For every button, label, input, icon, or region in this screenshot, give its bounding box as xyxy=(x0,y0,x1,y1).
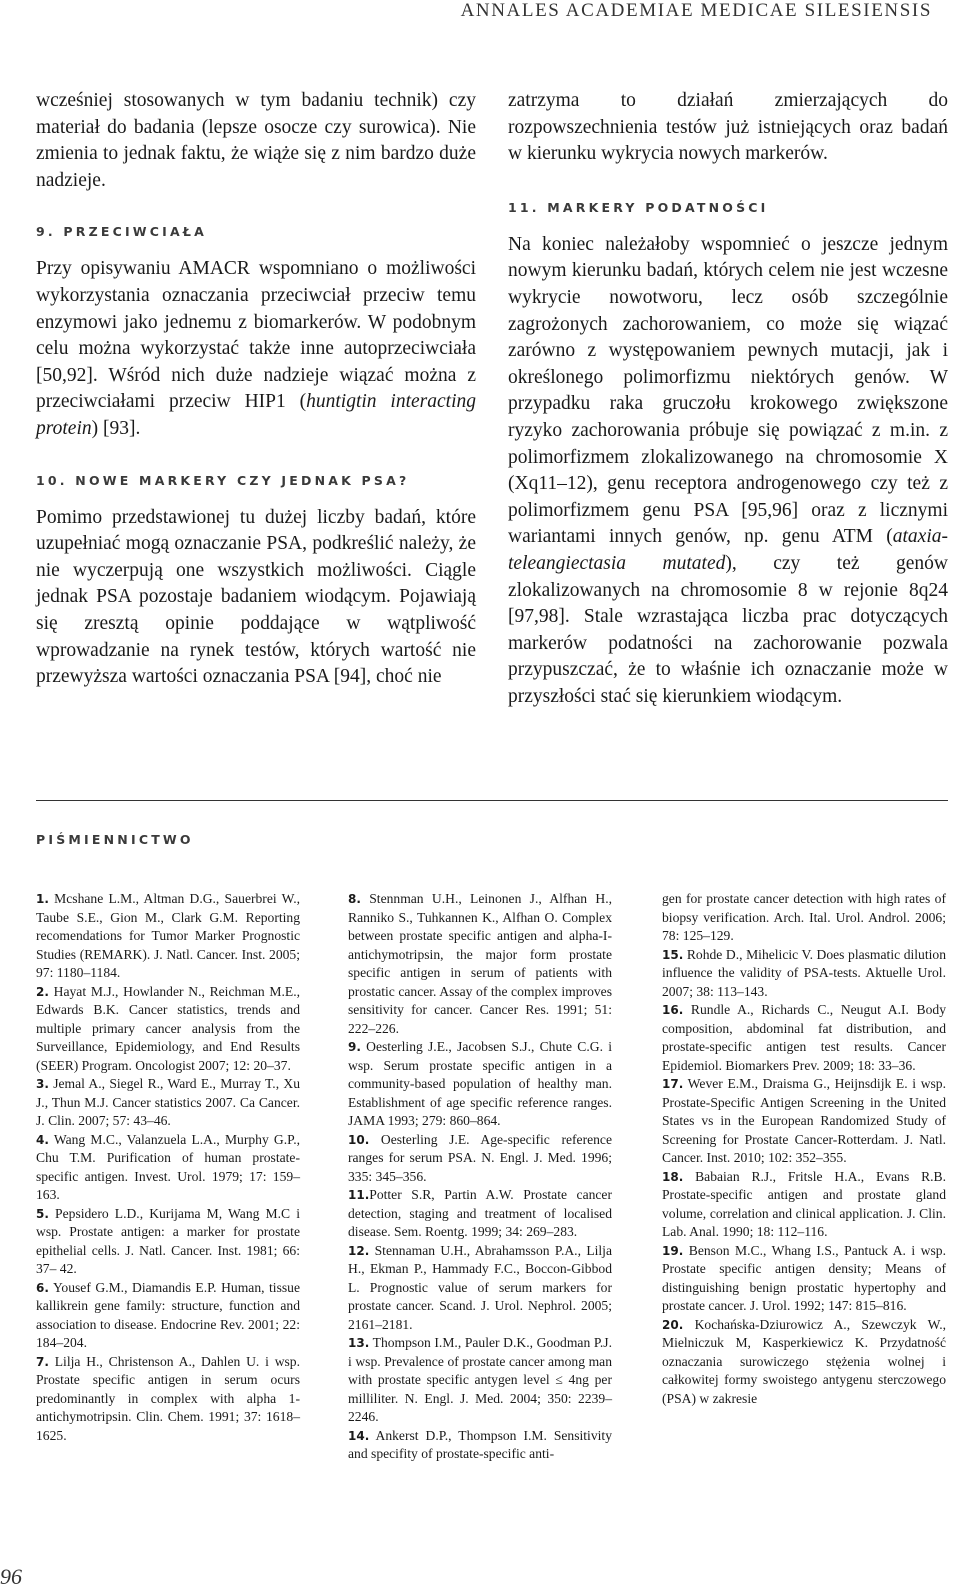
reference-item xyxy=(348,1131,612,1187)
reference-number: 10. xyxy=(348,1132,370,1147)
reference-text: Oesterling J.E., Jacobsen S.J., Chute C.G. i wsp. Serum prostate specific antigen in a community-based population of healthy man. Establishment of age specific reference ranges. JAMA 1993; 279: 860–864. xyxy=(348,1039,612,1128)
reference-text: Ankerst D.P., Thompson I.M. Sensitivity and specifity of prostate-specific anti- xyxy=(348,1427,612,1461)
references-column-1 xyxy=(36,890,300,1445)
reference-text: Babaian R.J., Fritsle H.A., Evans R.B. Prostate-specific antigen and prostate gland volume, correlation and clinical application. J. Clin. Lab. Anal. 1990; 18: 112–116. xyxy=(662,1168,946,1239)
reference-text: Rundle A., Richards C., Neugut A.I. Body composition, abdominal fat distribution, and prostate-specific antigen test results. Cancer Epidemiol. Biomarkers Prev. 2009; 18: 33–36. xyxy=(662,1002,946,1073)
paragraph-11-italic: ataxia-teleangiectasia mutated xyxy=(508,526,948,574)
paragraph-section-10: Pomimo przedstawionej tu dużej liczby badań, które uzupełniać mogą oznaczanie PSA, podkreślić należy, że nie wyczerpują one wszystkich możliwości. Ciągle jednak PSA pozostaje badaniem wiodącym. Pojawiają się zresztą opinie poddające w wątpliwość wprowadzanie na rynek testów, których wartość nie przewyższa wartości oznaczania PSA [94], choć nie xyxy=(36,506,476,688)
reference-number: 19. xyxy=(662,1243,684,1258)
reference-number: 3. xyxy=(36,1077,49,1091)
reference-number: 11. xyxy=(348,1188,370,1202)
reference-text: Stennaman U.H., Abrahamsson P.A., Lilja H., Ekman P., Hammady F.C., Boccon-Gibbod L. Prognostic value of serum markers for prostate cancer. Scand. J. Urol. Nephrol. 2005; 2161–2181. xyxy=(348,1242,612,1332)
reference-number: 6. xyxy=(36,1280,49,1295)
paragraph-continuation: zatrzyma to działań zmierzających do rozpowszechnienia testów już istniejących oraz badań w kierunku wykrycia nowych markerów. xyxy=(508,90,948,165)
reference-text: Pepsidero L.D., Kurijama M, Wang M.C i wsp. Prostate antigen: a marker for prostate epithelial cells. J. Natl. Cancer. Inst. 1981; 66: 37– 42. xyxy=(36,1205,300,1276)
paragraph-9-italic: huntigtin interacting protein xyxy=(36,391,476,439)
reference-item xyxy=(662,946,946,1002)
reference-continuation: gen for prostate cancer detection with high rates of biopsy verification. Arch. Ital. Urol. Androl. 2006; 78: 125–129. xyxy=(662,891,946,943)
reference-number: 18. xyxy=(662,1169,684,1184)
references-column-2 xyxy=(348,890,612,1464)
references-column-3 xyxy=(662,890,946,1408)
reference-item xyxy=(348,1334,612,1427)
reference-number: 13. xyxy=(348,1336,370,1350)
reference-text: Wever E.M., Draisma G., Heijnsdijk E. i wsp. Prostate-Specific Antigen Screening in the United States vs in the European Randomized Study of Screening for Prostate Cancer-Rotterdam. J. Natl. Cancer. Inst. 2010; 102: 352–355. xyxy=(662,1076,947,1165)
reference-item xyxy=(662,1001,946,1075)
paragraph-11-text-b: ), czy też genów zlokalizowanych na chromosomie 8 w rejonie 8q24 [97,98]. Stale wzrastająca liczba prac dotyczących markerów podatności na zachorowanie pozwala przypuszczać, że to właśnie ich oznaczanie może w przyszłości stać się kierunkiem wiodącym. xyxy=(508,552,948,707)
reference-number: 7. xyxy=(36,1354,49,1369)
right-column xyxy=(508,88,948,710)
reference-number: 12. xyxy=(348,1243,370,1258)
reference-text: Hayat M.J., Howlander N., Reichman M.E., Edwards B.K. Cancer statistics, trends and multiple primary cancer analysis from the Surveillance, Epidemiology, and End Results (SEER) Program. Oncologist 2007; 12: 20–37. xyxy=(36,983,301,1073)
reference-text: Lilja H., Christenson A., Dahlen U. i wsp. Prostate specific antigen in serum ocurs predominantly in complex with alpha 1-antichymotripsin. Clin. Chem. 1991; 37: 1618–1625. xyxy=(36,1353,300,1443)
reference-text: Jemal A., Siegel R., Ward E., Murray T., Xu J., Thun M.J. Cancer statistics 2007. Ca Cancer. J. Clin. 2007; 57: 43–46. xyxy=(36,1076,300,1128)
reference-item xyxy=(348,1186,612,1242)
reference-item xyxy=(348,890,612,1038)
paragraph-section-11 xyxy=(508,232,948,711)
reference-text: Rohde D., Mihelicic V. Does plasmatic dilution influence the validity of PSA-tests. Aktuelle Urol. 2007; 38: 113–143. xyxy=(662,946,946,999)
reference-number: 17. xyxy=(662,1077,684,1091)
paragraph-9-text-a: Przy opisywaniu AMACR wspomniano o możliwości wykorzystania oznaczania przeciwciał przeciw temu enzymowi jako jednemu z biomarkerów. W podobnym celu można wykorzystać także inne autoprzeciwciała [50,92]. Wśród nich duże nadzieje wiązać można z przeciwciałami przeciw HIP1 ( xyxy=(36,258,476,413)
reference-item xyxy=(36,1205,300,1279)
reference-item xyxy=(36,1075,300,1131)
reference-number: 2. xyxy=(36,984,49,999)
paragraph-section-9 xyxy=(36,256,476,442)
paragraph-intro: wcześniej stosowanych w tym badaniu technik) czy materiał do badania (lepsze osocze czy surowica). Nie zmienia to jednak faktu, że wiąże się z nim bardzo duże nadzieje. xyxy=(36,90,476,191)
reference-number: 8. xyxy=(348,892,361,906)
reference-item xyxy=(662,1242,946,1316)
reference-item xyxy=(36,983,300,1076)
reference-item xyxy=(662,1075,946,1168)
reference-number: 5. xyxy=(36,1206,49,1221)
paragraph-11-text-a: Na koniec należałoby wspomnieć o jeszcze jednym nowym kierunku badań, których celem nie jest wczesne wykrycie nowotworu, lecz osób szczególnie zagrożonych zachorowaniem, co może się wiązać zarówno z występowaniem pewnych mutacji, jak i określonego polimorfizmu niektórych genów. W przypadku raka gruczołu krokowego zwiększone ryzyko zachorowania próbuje się powiązać z m.in. z polimorfizmem zlokalizowanego na chromosomie X (Xq11–12), genu receptora androgenowego czy też z polimorfizmem genu PSA [95,96] oraz z licznymi wariantami innych genów, np. genu ATM ( xyxy=(508,233,948,548)
reference-text: Benson M.C., Whang I.S., Pantuck A. i wsp. Prostate specific antigen density; Means of distinguishing benign prostatic hypertophy and prostate cancer. J. Urol. 1992; 147: 815–816. xyxy=(662,1242,946,1313)
reference-number: 20. xyxy=(662,1317,684,1332)
reference-text: Mcshane L.M., Altman D.G., Sauerbrei W., Taube S.E., Gion M., Clark G.M. Reporting recomendations for Tumor Marker Prognostic Studies (REMARK). J. Natl. Cancer. Inst. 2005; 97: 1180–1184. xyxy=(36,891,300,980)
reference-item xyxy=(662,1168,946,1242)
reference-text: Kochańska-Dziurowicz A., Szewczyk W., Mielniczuk M, Kasperkiewicz K. Przydatność oznaczania surowiczego stężenia wolnej i całkowitej formy swoistego antygenu sterczowego (PSA) w zakresie xyxy=(662,1316,946,1406)
reference-item xyxy=(662,1316,946,1409)
reference-item xyxy=(348,1038,612,1131)
reference-item xyxy=(36,1279,300,1353)
reference-item xyxy=(36,1353,300,1446)
section-heading-10: 10. NOWE MARKERY CZY JEDNAK PSA? xyxy=(36,472,410,488)
reference-text: Potter S.R, Partin A.W. Prostate cancer detection, staging and treatment of localised disease. Sem. Roentg. 1999; 34: 269–283. xyxy=(348,1187,612,1239)
section-heading-9: 9. PRZECIWCIAŁA xyxy=(36,224,207,240)
reference-item xyxy=(348,1242,612,1335)
reference-number: 16. xyxy=(662,1003,684,1017)
section-heading-11: 11. MARKERY PODATNOŚCI xyxy=(508,199,769,215)
section-divider xyxy=(36,800,948,801)
reference-number: 4. xyxy=(36,1132,49,1147)
references-heading: PIŚMIENNICTWO xyxy=(36,832,194,847)
reference-text: Stennman U.H., Leinonen J., Alfhan H., Ranniko S., Tuhkannen K., Alfhan O. Complex between prostate specific antigen and alpha-I-antichymotripsin, the major form prostate specific antigen in serum of patients with prostatic cancer. Assay of the complex improves sensitivity for cancer. Cancer Res. 1991; 51: 222–226. xyxy=(348,891,612,1036)
reference-text: Oesterling J.E. Age-specific reference ranges for serum PSA. N. Engl. J. Med. 1996; 335: 345–356. xyxy=(348,1131,612,1184)
reference-item xyxy=(36,890,300,983)
journal-header: ANNALES ACADEMIAE MEDICAE SILESIENSIS xyxy=(460,0,932,21)
reference-number: 9. xyxy=(348,1040,361,1054)
reference-item xyxy=(348,1427,612,1464)
left-column xyxy=(36,88,476,691)
paragraph-9-text-b: ) [93]. xyxy=(91,417,141,439)
reference-number: 14. xyxy=(348,1428,370,1443)
reference-number: 15. xyxy=(662,947,684,962)
reference-number: 1. xyxy=(36,892,49,906)
page-number: 96 xyxy=(0,1564,22,1589)
reference-item xyxy=(36,1131,300,1205)
reference-text: Yousef G.M., Diamandis E.P. Human, tissue kallikrein gene family: structure, function and association to disease. Endocrine Rev. 2001; 22: 184–204. xyxy=(36,1279,300,1350)
reference-text: Thompson I.M., Pauler D.K., Goodman P.J. i wsp. Prevalence of prostate cancer among man with prostate specific antygen level ≤ 4ng per milliliter. N. Engl. J. Med. 2004; 350: 2239–2246. xyxy=(348,1335,612,1424)
reference-text: Wang M.C., Valanzuela L.A., Murphy G.P., Chu T.M. Purification of human prostate-specific antigen. Invest. Urol. 1979; 17: 159–163. xyxy=(36,1131,300,1202)
